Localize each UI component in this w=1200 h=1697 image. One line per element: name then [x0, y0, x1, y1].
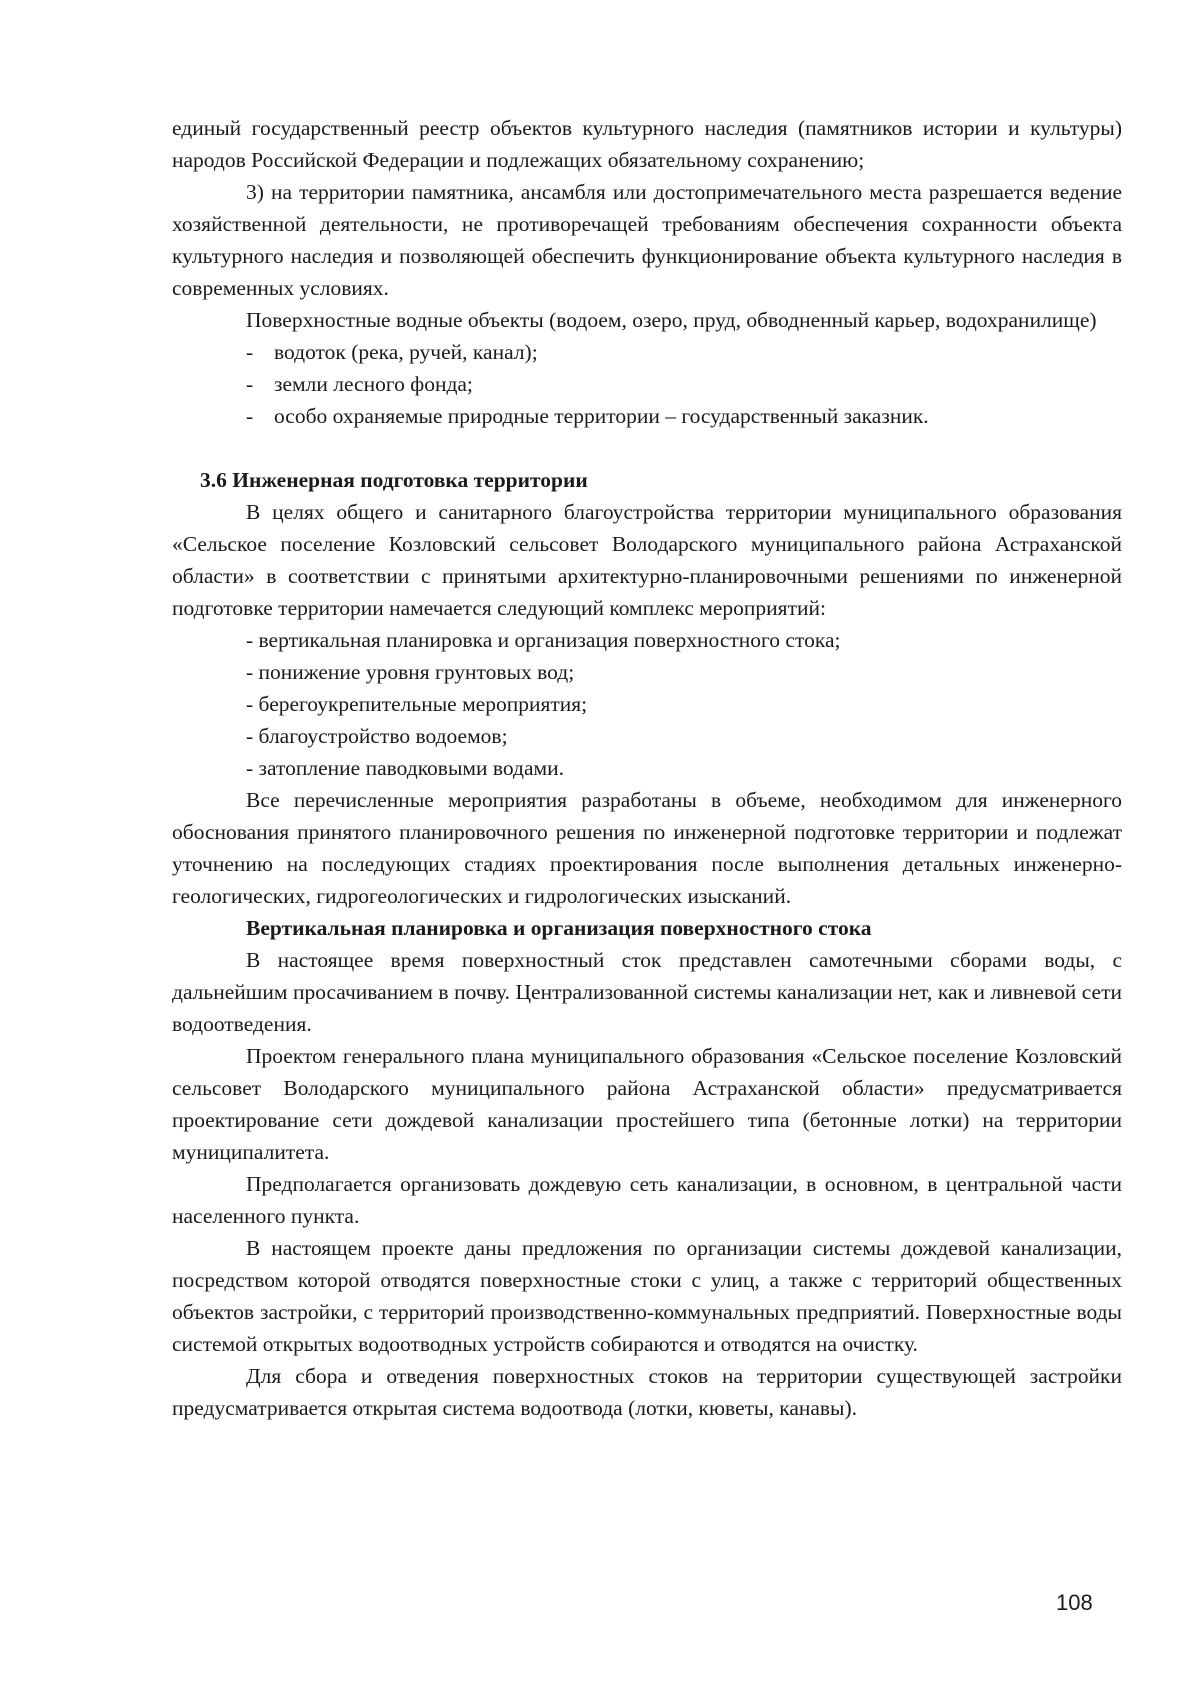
paragraph-rain-network: Предполагается организовать дождевую сеть канализации, в основном, в центральной части населенного пункта. [172, 1172, 1122, 1228]
list-item: - благоустройство водоемов; [246, 724, 508, 748]
paragraph-summary: Все перечисленные мероприятия разработаны в объеме, необходимом для инженерного обоснования принятого планировочного решения по инженерной подготовке территории и подлежат уточнению на последующих стадиях проектирования после выполнения детальных инженерно-геологических, гидрогеологических и гидрологических изысканий. [172, 788, 1122, 908]
section-heading: 3.6 Инженерная подготовка территории [200, 468, 588, 492]
paragraph-general-plan: Проектом генерального плана муниципального образования «Сельское поселение Козловский сельсовет Володарского муниципального района Астраханской области» предусматривается проектирование сети дождевой канализации простейшего типа (бетонные лотки) на территории муниципалитета. [172, 1044, 1122, 1164]
list-item: - вертикальная планировка и организация поверхностного стока; [246, 628, 841, 652]
list-item: - особо охраняемые природные территории – государственный заказник. [246, 404, 929, 428]
list-item: - земли лесного фонда; [246, 372, 473, 396]
paragraph-proposals: В настоящем проекте даны предложения по организации системы дождевой канализации, посредством которой отводятся поверхностные стоки с улиц, а также с территорий общественных объектов застройки, с территорий производственно-коммунальных предприятий. Поверхностные воды системой открытых водоотводных устройств собираются и отводятся на очистку. [172, 1236, 1122, 1356]
paragraph-water-objects: Поверхностные водные объекты (водоем, озеро, пруд, обводненный карьер, водохранилище) [246, 308, 1097, 332]
paragraph-intro: В целях общего и санитарного благоустройства территории муниципального образования «Сельское поселение Козловский сельсовет Володарского муниципального района Астраханской области» в соответствии с принятыми архитектурно-планировочными решениями по инженерной подготовке территории намечается следующий комплекс мероприятий: [172, 500, 1122, 620]
paragraph-registry: единый государственный реестр объектов культурного наследия (памятников истории и культуры) народов Российской Федерации и подлежащих обязательному сохранению; [172, 116, 1122, 172]
document-page [172, 112, 1122, 1424]
paragraph-current-runoff: В настоящее время поверхностный сток представлен самотечными сборами воды, с дальнейшим просачиванием в почву. Централизованной системы канализации нет, как и ливневой сети водоотведения. [172, 948, 1122, 1036]
list-item: - затопление паводковыми водами. [246, 756, 564, 780]
page-number: 108 [1056, 1590, 1093, 1615]
list-item: - водоток (река, ручей, канал); [246, 340, 538, 364]
subsection-heading: Вертикальная планировка и организация поверхностного стока [246, 916, 872, 940]
list-item: - берегоукрепительные мероприятия; [246, 692, 588, 716]
paragraph-monument-territory: 3) на территории памятника, ансамбля или достопримечательного места разрешается ведение хозяйственной деятельности, не противоречащей требованиям обеспечения сохранности объекта культурного наследия и позволяющей обеспечить функционирование объекта культурного наследия в современных условиях. [172, 180, 1122, 300]
paragraph-drainage-system: Для сбора и отведения поверхностных стоков на территории существующей застройки предусматривается открытая система водоотвода (лотки, кюветы, канавы). [172, 1364, 1122, 1420]
list-item: - понижение уровня грунтовых вод; [246, 660, 575, 684]
